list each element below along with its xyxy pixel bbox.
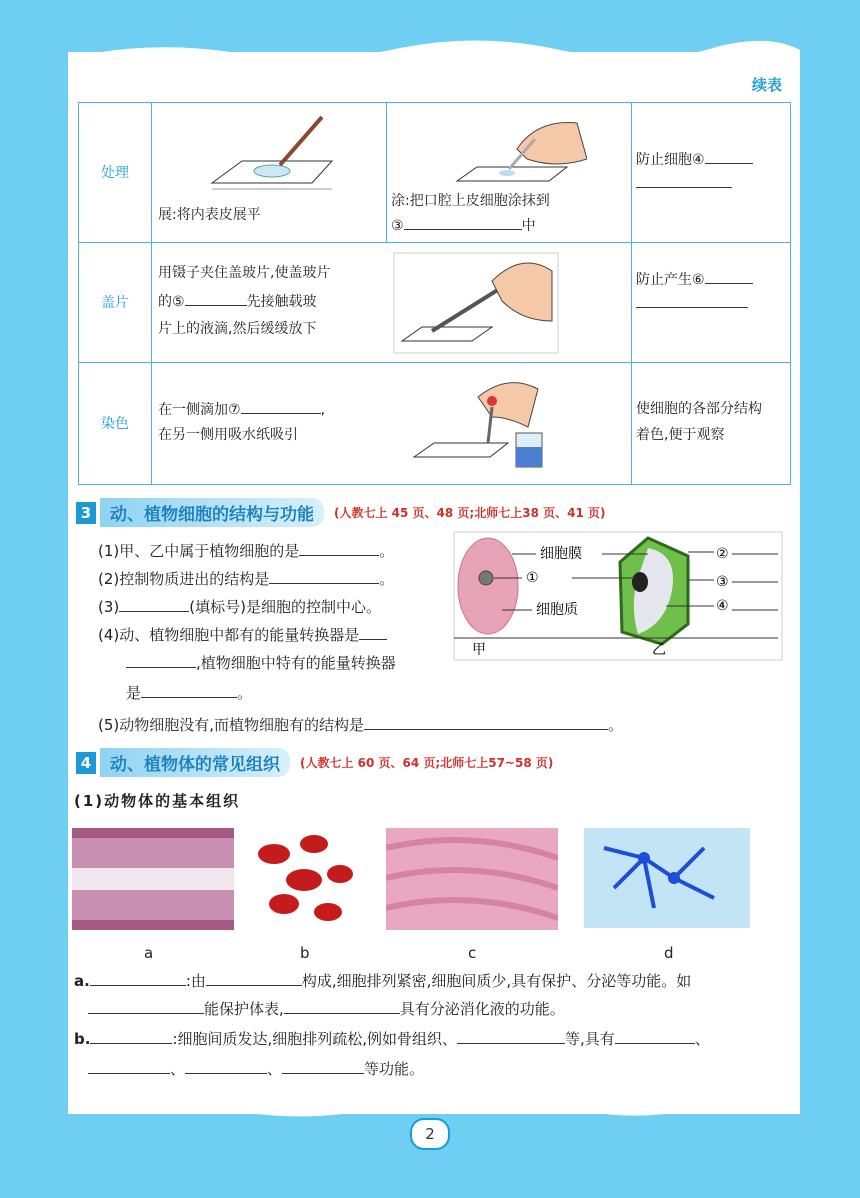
answer-blank[interactable]: [364, 713, 608, 730]
cell-text: 防止细胞④: [636, 152, 705, 168]
table-cell: [632, 243, 791, 363]
answer-blank[interactable]: [636, 171, 732, 188]
question-text: (填标号)是细胞的控制中心。: [189, 598, 381, 616]
slide-spread-illustration: [202, 115, 342, 195]
answer-blank[interactable]: [88, 1057, 170, 1074]
table-row: [79, 243, 791, 363]
answer-blank[interactable]: [141, 681, 237, 698]
line-text: 、: [694, 1030, 710, 1048]
answer-blank[interactable]: [705, 147, 753, 164]
cell-text: 着色,便于观察: [636, 427, 725, 443]
label-2: ②: [716, 546, 729, 562]
question-4-end: [126, 680, 252, 706]
section-reference: (人教七上 60 页、64 页;北师七上57~58 页): [300, 756, 554, 770]
answer-blank[interactable]: [241, 397, 321, 414]
row-label: 盖片: [79, 243, 152, 363]
section-reference: (人教七上 45 页、48 页;北师七上38 页、41 页): [334, 506, 606, 520]
cell-text-line: 在一侧滴加⑦ ,: [158, 397, 325, 422]
caption-c: c: [468, 944, 477, 962]
section-4-header: [76, 748, 553, 777]
answer-blank[interactable]: [299, 539, 379, 556]
label-4: ④: [716, 598, 729, 614]
caption-a: a: [144, 944, 154, 962]
section-title: 动、植物体的常见组织: [100, 748, 290, 777]
answer-blank[interactable]: [88, 997, 204, 1014]
punct: 。: [379, 542, 395, 560]
answer-blank[interactable]: [359, 623, 387, 640]
cell-text-line: [636, 147, 753, 172]
answer-blank[interactable]: [185, 289, 247, 306]
line-b: [74, 1026, 710, 1052]
answer-blank[interactable]: [269, 567, 379, 584]
question-text: (4)动、植物细胞中都有的能量转换器是: [98, 626, 360, 644]
caption-d: d: [664, 944, 674, 962]
tissue-image-a: [72, 828, 234, 930]
worksheet-page: [68, 52, 800, 1114]
blank-number: ③: [391, 218, 404, 234]
answer-blank[interactable]: [90, 969, 186, 986]
table-row: [79, 103, 791, 243]
cell-diagram: [452, 530, 784, 662]
line-text: 等,具有: [565, 1030, 615, 1048]
tissue-image-d: [584, 828, 750, 928]
procedure-table: [78, 102, 791, 485]
table-cell: [152, 363, 632, 485]
answer-blank[interactable]: [404, 213, 522, 230]
line-text: :细胞间质发达,细胞排列疏松,例如骨组织、: [172, 1030, 458, 1048]
question-text: (3): [98, 598, 120, 616]
question-text: (2)控制物质进出的结构是: [98, 570, 270, 588]
question-4: [98, 622, 387, 648]
cell-text-line: [158, 289, 317, 314]
cell-text-line: [391, 213, 536, 238]
label-cytoplasm: 细胞质: [536, 602, 578, 618]
cell-text: 在另一侧用吸水纸吸引: [158, 427, 298, 443]
tissue-image-c: [386, 828, 558, 930]
item-marker: a.: [74, 972, 90, 990]
cell-text: 在一侧滴加⑦: [158, 402, 241, 418]
cell-text: 用镊子夹住盖玻片,使盖玻片: [158, 265, 331, 281]
label-membrane: 细胞膜: [540, 546, 582, 562]
tissue-image-b: [244, 824, 366, 934]
coverslip-tweezers-illustration: [392, 251, 560, 355]
line-text: 等功能。: [364, 1060, 425, 1078]
line-text: 能保护体表,: [204, 1000, 284, 1018]
answer-blank[interactable]: [185, 1057, 267, 1074]
question-5: [98, 712, 623, 738]
answer-blank[interactable]: [206, 969, 302, 986]
subsection-title: (1)动物体的基本组织: [74, 792, 241, 810]
section-3-header: [76, 498, 605, 527]
line-a: [74, 968, 691, 994]
label-3: ③: [716, 574, 729, 590]
answer-blank[interactable]: [636, 291, 748, 308]
question-1: [98, 538, 394, 564]
cell-text: 防止产生⑥: [636, 272, 705, 288]
line-text: 具有分泌消化液的功能。: [399, 1000, 565, 1018]
answer-blank[interactable]: [457, 1027, 565, 1044]
punct: 。: [608, 716, 624, 734]
page-number: 2: [410, 1118, 450, 1150]
question-3: [98, 594, 381, 620]
line-text: :由: [185, 972, 206, 990]
question-text: (5)动物细胞没有,而植物细胞有的结构是: [98, 716, 365, 734]
item-marker: b.: [74, 1030, 91, 1048]
answer-blank[interactable]: [119, 595, 189, 612]
line-text: 构成,细胞排列紧密,细胞间质少,具有保护、分泌等功能。如: [301, 972, 692, 990]
answer-blank[interactable]: [615, 1027, 695, 1044]
answer-blank[interactable]: [282, 1057, 364, 1074]
cell-text: 片上的液滴,然后缓缓放下: [158, 321, 317, 337]
cell-text: 先接触载玻: [246, 294, 317, 310]
row-label: 染色: [79, 363, 152, 485]
cell-text: 展:将内表皮展平: [158, 207, 261, 223]
question-4-cont: [126, 650, 396, 676]
continued-label: 续表: [751, 76, 782, 94]
punct: 。: [237, 684, 253, 702]
caption-b: b: [300, 944, 310, 962]
staining-illustration: [408, 377, 548, 477]
row-label: 处理: [79, 103, 152, 243]
punct: 。: [379, 570, 395, 588]
swab-illustration: [427, 109, 587, 189]
answer-blank[interactable]: [284, 997, 400, 1014]
cell-text: 使细胞的各部分结构: [636, 401, 762, 417]
answer-blank[interactable]: [705, 267, 753, 284]
section-title: 动、植物细胞的结构与功能: [100, 498, 324, 527]
line-b2: [88, 1056, 424, 1082]
table-cell: [632, 363, 791, 485]
line-a2: [88, 996, 565, 1022]
question-text: 是: [126, 684, 142, 702]
cell-text: 的⑤: [158, 294, 185, 310]
cell-text: 中: [521, 218, 536, 234]
answer-blank[interactable]: [90, 1027, 172, 1044]
question-text: ,植物细胞中特有的能量转换器: [196, 654, 396, 672]
section-number: 4: [76, 752, 96, 774]
question-text: (1)甲、乙中属于植物细胞的是: [98, 542, 300, 560]
line-text: 、: [267, 1060, 283, 1078]
table-row: [79, 363, 791, 485]
label-1: ①: [526, 570, 539, 586]
cell-text: 涂:把口腔上皮细胞涂抹到: [391, 193, 550, 209]
line-text: 、: [170, 1060, 186, 1078]
label-yi: 乙: [652, 642, 666, 658]
table-cell: [152, 103, 387, 243]
label-jia: 甲: [472, 642, 486, 658]
question-2: [98, 566, 394, 592]
table-cell: [632, 103, 791, 243]
cell-text-line: [636, 267, 753, 292]
table-cell: [152, 243, 632, 363]
section-number: 3: [76, 502, 96, 524]
answer-blank[interactable]: [126, 651, 196, 668]
table-cell: [387, 103, 632, 243]
